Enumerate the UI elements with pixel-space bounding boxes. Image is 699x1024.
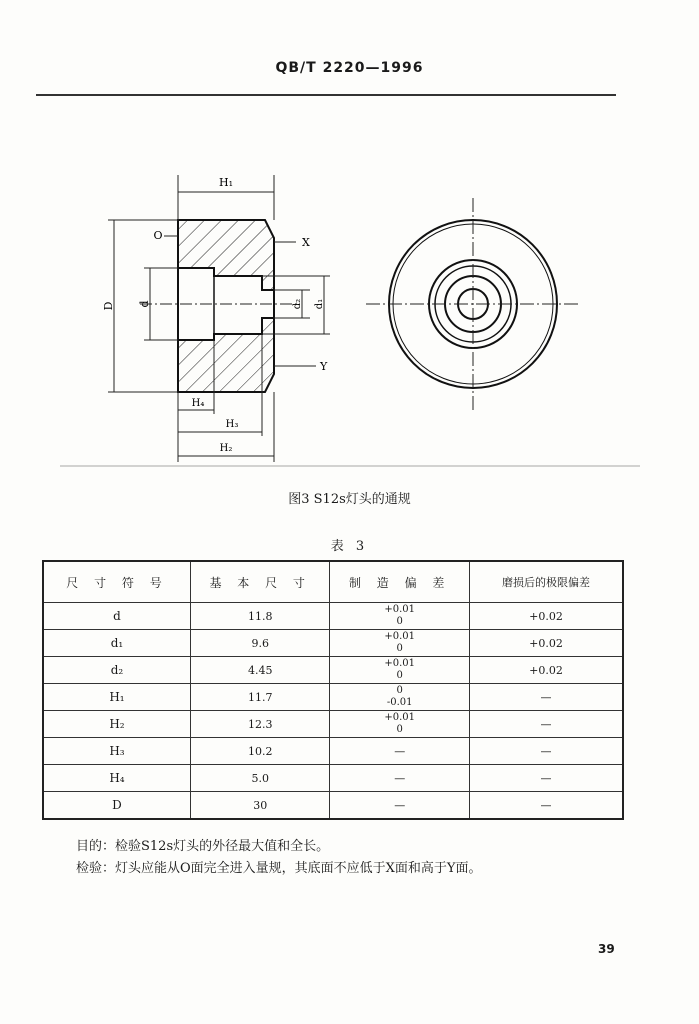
page-number: 39 bbox=[598, 942, 615, 956]
cell-mfg: +0.01 0 bbox=[330, 711, 470, 738]
section-view bbox=[102, 175, 330, 462]
cell-symbol: D bbox=[43, 792, 190, 820]
cell-mfg: +0.01 0 bbox=[330, 630, 470, 657]
cell-mfg: — bbox=[330, 765, 470, 792]
cell-mfg: +0.01 0 bbox=[330, 603, 470, 630]
cell-wear: — bbox=[469, 792, 623, 820]
table-title: 表 3 bbox=[330, 539, 369, 554]
label-H2: H₂ bbox=[219, 443, 233, 454]
header-wear-limit: 磨损后的极限偏差 bbox=[469, 561, 623, 603]
cell-basic: 5.0 bbox=[190, 765, 330, 792]
table-row bbox=[43, 630, 623, 657]
table-row bbox=[43, 711, 623, 738]
cell-basic: 11.8 bbox=[190, 603, 330, 630]
label-d2: d₂ bbox=[292, 298, 303, 310]
header-mfg-tolerance: 制 造 偏 差 bbox=[330, 561, 470, 603]
table-row bbox=[43, 765, 623, 792]
table-row bbox=[43, 738, 623, 765]
label-H3: H₃ bbox=[225, 419, 239, 430]
label-H4: H₄ bbox=[191, 398, 205, 409]
header-symbol: 尺 寸 符 号 bbox=[43, 561, 190, 603]
label-d1: d₁ bbox=[314, 298, 325, 310]
cell-basic: 9.6 bbox=[190, 630, 330, 657]
notes bbox=[76, 836, 482, 880]
cell-basic: 4.45 bbox=[190, 657, 330, 684]
cell-symbol: H₁ bbox=[43, 684, 190, 711]
label-d: d bbox=[138, 300, 151, 308]
cell-symbol: d₁ bbox=[43, 630, 190, 657]
end-view bbox=[366, 198, 580, 412]
cell-basic: 10.2 bbox=[190, 738, 330, 765]
table-row bbox=[43, 657, 623, 684]
label-X: X bbox=[302, 236, 310, 249]
label-O: O bbox=[153, 229, 163, 242]
table-row bbox=[43, 684, 623, 711]
cell-symbol: H₃ bbox=[43, 738, 190, 765]
figure-caption: 图3 S12s灯头的通规 bbox=[288, 492, 411, 507]
header-basic-size: 基 本 尺 寸 bbox=[190, 561, 330, 603]
label-H1: H₁ bbox=[218, 176, 234, 189]
cell-wear: — bbox=[469, 738, 623, 765]
note-purpose: 目的：检验S12s灯头的外径最大值和全长。 bbox=[76, 839, 330, 854]
dimension-table bbox=[42, 560, 624, 820]
cell-wear: +0.02 bbox=[469, 603, 623, 630]
cell-basic: 30 bbox=[190, 792, 330, 820]
standard-header: QB/T 2220—1996 bbox=[275, 60, 424, 76]
cell-basic: 12.3 bbox=[190, 711, 330, 738]
cell-mfg: — bbox=[330, 738, 470, 765]
cell-wear: +0.02 bbox=[469, 630, 623, 657]
cell-symbol: H₄ bbox=[43, 765, 190, 792]
table-row bbox=[43, 603, 623, 630]
cell-mfg: 0 -0.01 bbox=[330, 684, 470, 711]
table-row bbox=[43, 792, 623, 820]
table-header-row bbox=[43, 561, 623, 603]
cell-wear: — bbox=[469, 711, 623, 738]
cell-basic: 11.7 bbox=[190, 684, 330, 711]
cell-wear: — bbox=[469, 684, 623, 711]
cell-symbol: d bbox=[43, 603, 190, 630]
cell-symbol: d₂ bbox=[43, 657, 190, 684]
cell-wear: +0.02 bbox=[469, 657, 623, 684]
cell-wear: — bbox=[469, 765, 623, 792]
cell-symbol: H₂ bbox=[43, 711, 190, 738]
gauge-drawing bbox=[0, 0, 699, 480]
label-Y: Y bbox=[320, 360, 328, 373]
note-inspection: 检验：灯头应能从O面完全进入量规，其底面不应低于X面和高于Y面。 bbox=[76, 861, 482, 876]
cell-mfg: +0.01 0 bbox=[330, 657, 470, 684]
cell-mfg: — bbox=[330, 792, 470, 820]
label-D: D bbox=[102, 301, 115, 311]
